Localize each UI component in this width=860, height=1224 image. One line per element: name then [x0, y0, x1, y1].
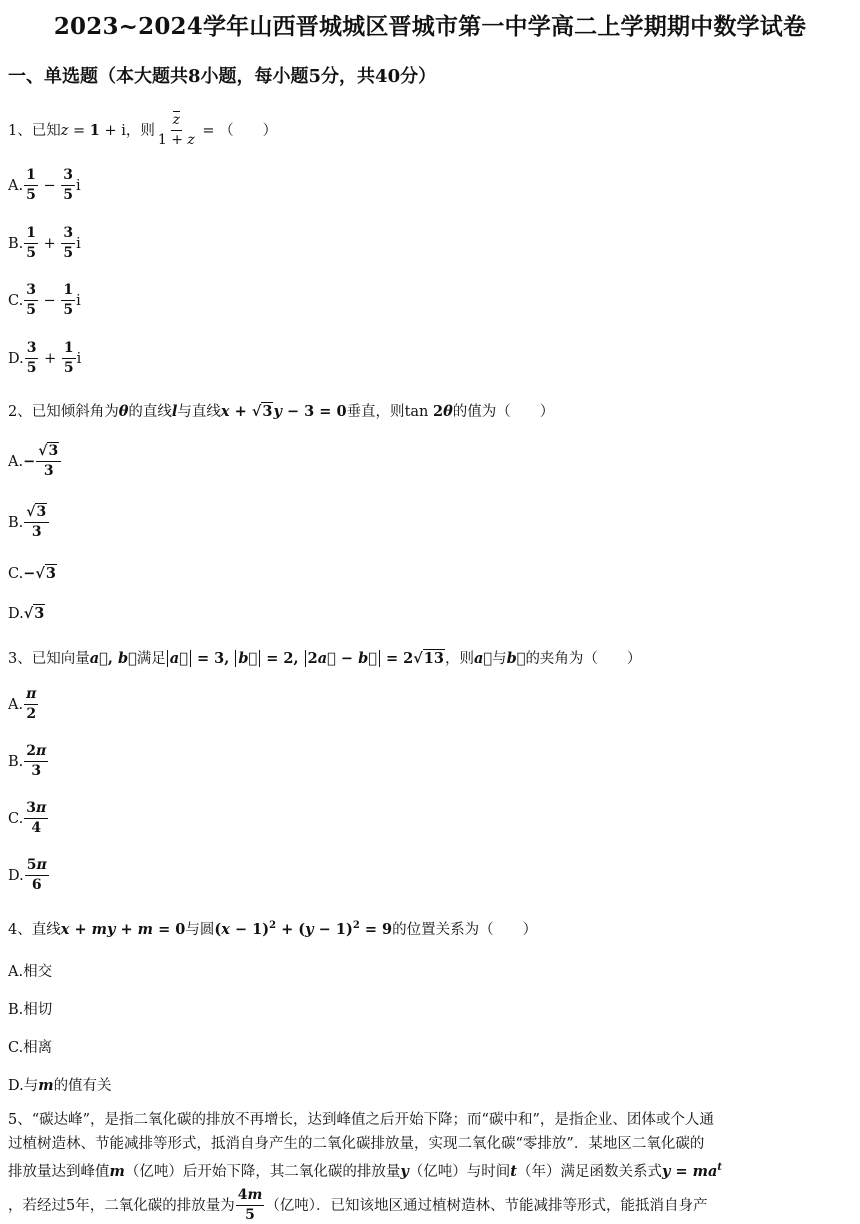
q1-option-b[interactable]: B. $\frac{1}{5}$ + $\frac{3}{5}$ i: [8, 225, 81, 262]
question-2-stem: 2、已知倾斜角为θ的直线l与直线x + √3y − 3 = 0垂直，则tan 2θ的值为（ ）: [8, 403, 555, 420]
q4-option-a[interactable]: A.相交: [8, 964, 53, 980]
q2-option-b[interactable]: B. $\frac{√3}{3}$: [8, 505, 50, 541]
page-title: 2023~2024学年山西晋城城区晋城市第一中学高二上学期期中数学试卷: [53, 13, 807, 40]
q3-option-d[interactable]: D. $\frac{5\pi}{6}$: [8, 857, 47, 894]
q4-option-b[interactable]: B.相切: [8, 1002, 53, 1018]
question-3-stem: 3、已知向量a⃗, b⃗满足 a⃗ = 3, b⃗ = 2, 2a⃗ − b⃗ = 2√13，则a⃗与b⃗的夹角为（ ）: [8, 650, 642, 667]
q1-option-c[interactable]: C. $\frac{3}{5}$ − $\frac{1}{5}$ i: [8, 282, 81, 319]
section-heading: 一、单选题（本大题共8小题，每小题5分，共40分）: [8, 66, 437, 87]
q1-fraction: $\frac{z}{1 + z}$: [157, 112, 195, 149]
q4-option-d[interactable]: D.与m的值有关: [8, 1077, 112, 1094]
question-1-stem: 1、已知z = 1 + i，则 $\frac{z}{1 + z}$ = （ ）: [8, 112, 278, 149]
question-4-stem: 4、直线x + my + m = 0与圆$(x - 1)^2 + (y - 1)^2 = 9$的位置关系为（ ）: [8, 920, 538, 938]
q3-option-b[interactable]: B. $\frac{2\pi}{3}$: [8, 743, 47, 780]
q2-option-a[interactable]: A.− $\frac{√3}{3}$: [8, 444, 62, 480]
question-5-stem: 5、“碳达峰”，是指二氧化碳的排放不再增长，达到峰值之后开始下降；而“碳中和”，是指企业、团体或个人通 过植树造林、节能减排等形式，抵消自身产生的二氧化碳排放量，实现二氧化碳“零排放”．某地区二氧化碳的 排放量达到峰值m（亿吨）后开始下降，其二氧化碳的排放量y（亿吨）与时间t（年）满足函数关系式$y = ma^t$ ，若经过5年，二氧化碳的排放量为 $\frac{4m}{5}$ （亿吨）．已知该地区通过植树造林、节能减排等形式，能抵消自身产: [8, 1112, 723, 1224]
q1-option-a[interactable]: A. $\frac{1}{5}$ − $\frac{3}{5}$ i: [8, 167, 81, 204]
q3-option-a[interactable]: A. $\frac{\pi}{2}$: [8, 686, 37, 723]
q1-option-d[interactable]: D. $\frac{3}{5}$ + $\frac{1}{5}$ i: [8, 340, 82, 377]
q2-option-d[interactable]: D.√3: [8, 605, 45, 622]
q2-option-c[interactable]: C.−√3: [8, 565, 56, 582]
q1-expr-z: z = 1 + i: [60, 121, 126, 139]
q3-option-c[interactable]: C. $\frac{3\pi}{4}$: [8, 800, 47, 837]
q4-option-c[interactable]: C.相离: [8, 1040, 53, 1056]
